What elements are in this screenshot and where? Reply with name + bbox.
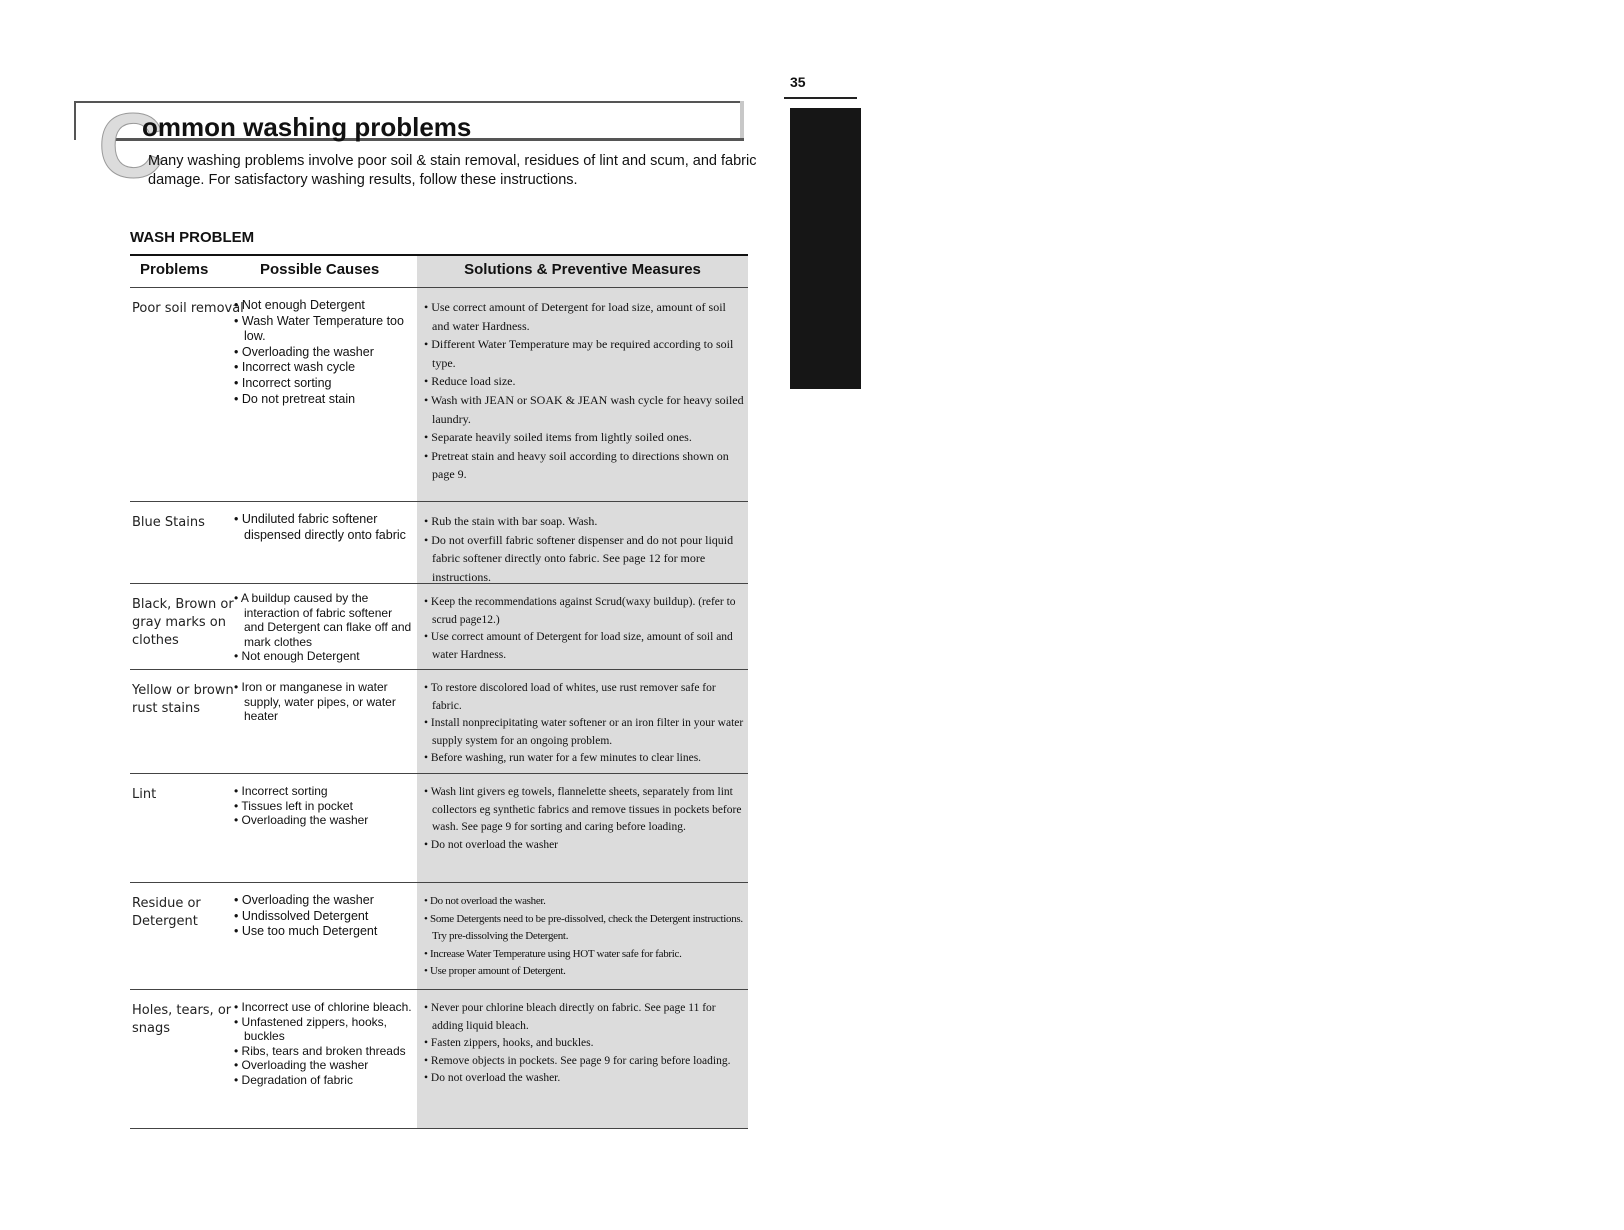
cause-item: • Not enough Detergent <box>234 298 414 314</box>
solution-item: • Different Water Temperature may be required according to soil type. <box>424 335 746 372</box>
causes-list <box>234 680 414 724</box>
causes-list <box>234 784 414 828</box>
page-number: 35 <box>790 74 806 90</box>
cause-item: • Use too much Detergent <box>234 924 414 940</box>
solution-item: • Do not overfill fabric softener dispenser and do not pour liquid fabric softener directly onto fabric. See page 12 for more instructions. <box>424 531 746 587</box>
table-row <box>130 774 748 883</box>
cause-item: • Tissues left in pocket <box>234 799 414 814</box>
cause-item: • Undissolved Detergent <box>234 909 414 925</box>
section-heading: WASH PROBLEM <box>130 229 255 246</box>
solution-item: • Rub the stain with bar soap. Wash. <box>424 512 746 531</box>
cause-item: • Wash Water Temperature too low. <box>234 314 414 345</box>
solutions-list <box>424 784 746 854</box>
intro-text: Many washing problems involve poor soil & stain removal, residues of lint and scum, and fabric damage. For satisfactory washing results, follow these instructions. <box>148 153 757 188</box>
solution-item: • Never pour chlorine bleach directly on fabric. See page 11 for adding liquid bleach. <box>424 1000 746 1035</box>
section-tab <box>790 108 1624 421</box>
table-row <box>130 288 748 502</box>
solution-item: • Install nonprecipitating water softener or an iron filter in your water supply system for an ongoing problem. <box>424 715 746 750</box>
problem-cell: Lint <box>132 787 157 802</box>
table-row <box>130 502 748 584</box>
solutions-list <box>424 893 746 981</box>
problem-cell: Blue Stains <box>132 515 205 530</box>
solution-item: • Wash lint givers eg towels, flannelette sheets, separately from lint collectors eg synthetic fabrics and remove tissues in pockets before wash. See page 9 for sorting and caring before loading. <box>424 784 746 837</box>
cause-item: • Overloading the washer <box>234 813 414 828</box>
solutions-list <box>424 594 746 664</box>
cause-item: • Incorrect sorting <box>234 376 414 392</box>
cause-item: • Unfastened zippers, hooks, buckles <box>234 1015 414 1044</box>
solution-item: • Separate heavily soiled items from lightly soiled ones. <box>424 428 746 447</box>
cause-item: • Undiluted fabric softener dispensed directly onto fabric <box>234 512 414 543</box>
solution-item: • To restore discolored load of whites, use rust remover safe for fabric. <box>424 680 746 715</box>
table-row <box>130 990 748 1129</box>
header-solutions: Solutions & Preventive Measures <box>464 261 701 278</box>
solution-item: • Do not overload the washer. <box>424 893 746 911</box>
causes-list <box>234 893 414 940</box>
problem-cell: Residue or Detergent <box>132 896 201 929</box>
cause-item: • Incorrect sorting <box>234 784 414 799</box>
solution-item: • Remove objects in pockets. See page 9 for caring before loading. <box>424 1053 746 1071</box>
section-tab-label: Troubleshooting <box>1607 291 1624 421</box>
cause-item: • Not enough Detergent <box>234 649 414 664</box>
solution-item: • Keep the recommendations against Scrud(waxy buildup). (refer to scrud page12.) <box>424 594 746 629</box>
cause-item: • Do not pretreat stain <box>234 392 414 408</box>
cause-item: • Overloading the washer <box>234 1058 414 1073</box>
title-initial: C <box>98 95 165 197</box>
solutions-list <box>424 680 746 768</box>
wash-problem-table <box>130 254 748 1129</box>
solutions-list <box>424 512 746 586</box>
cause-item: • Incorrect wash cycle <box>234 360 414 376</box>
causes-list <box>234 591 414 664</box>
solution-item: • Do not overload the washer. <box>424 1070 746 1088</box>
table-row <box>130 670 748 774</box>
solution-item: • Use correct amount of Detergent for load size, amount of soil and water Hardness. <box>424 629 746 664</box>
solution-item: • Wash with JEAN or SOAK & JEAN wash cycle for heavy soiled laundry. <box>424 391 746 428</box>
table-header <box>130 254 748 288</box>
causes-list <box>234 512 414 543</box>
causes-list <box>234 298 414 407</box>
cause-item: • Overloading the washer <box>234 345 414 361</box>
solution-item: • Before washing, run water for a few minutes to clear lines. <box>424 750 746 768</box>
title-frame-shadow <box>740 101 744 141</box>
cause-item: • Degradation of fabric <box>234 1073 414 1088</box>
problem-cell: Poor soil removal <box>132 301 244 316</box>
solution-item: • Use correct amount of Detergent for load size, amount of soil and water Hardness. <box>424 298 746 335</box>
table-row <box>130 584 748 670</box>
problem-cell: Yellow or brown rust stains <box>132 683 234 716</box>
solution-item: • Fasten zippers, hooks, and buckles. <box>424 1035 746 1053</box>
solutions-list <box>424 298 746 484</box>
cause-item: • Incorrect use of chlorine bleach. <box>234 1000 414 1015</box>
cause-item: • Iron or manganese in water supply, water pipes, or water heater <box>234 680 414 724</box>
solution-item: • Increase Water Temperature using HOT water safe for fabric. <box>424 946 746 964</box>
cause-item: • Ribs, tears and broken threads <box>234 1044 414 1059</box>
solution-item: • Pretreat stain and heavy soil according to directions shown on page 9. <box>424 447 746 484</box>
page-title: ommon washing problems <box>142 112 472 142</box>
cause-item: • A buildup caused by the interaction of fabric softener and Detergent can flake off and mark clothes <box>234 591 414 649</box>
causes-list <box>234 1000 414 1087</box>
problem-cell: Black, Brown or gray marks on clothes <box>132 597 234 648</box>
header-causes: Possible Causes <box>260 261 380 278</box>
problem-cell: Holes, tears, or snags <box>132 1003 232 1036</box>
cause-item: • Overloading the washer <box>234 893 414 909</box>
table-row <box>130 883 748 990</box>
header-problems: Problems <box>140 261 209 278</box>
solution-item: • Use proper amount of Detergent. <box>424 963 746 981</box>
solutions-list <box>424 1000 746 1088</box>
solution-item: • Do not overload the washer <box>424 837 746 855</box>
solution-item: • Reduce load size. <box>424 372 746 391</box>
solution-item: • Some Detergents need to be pre-dissolved, check the Detergent instructions. Try pre-dissolving the Detergent. <box>424 911 746 946</box>
page-number-rule <box>784 97 857 99</box>
